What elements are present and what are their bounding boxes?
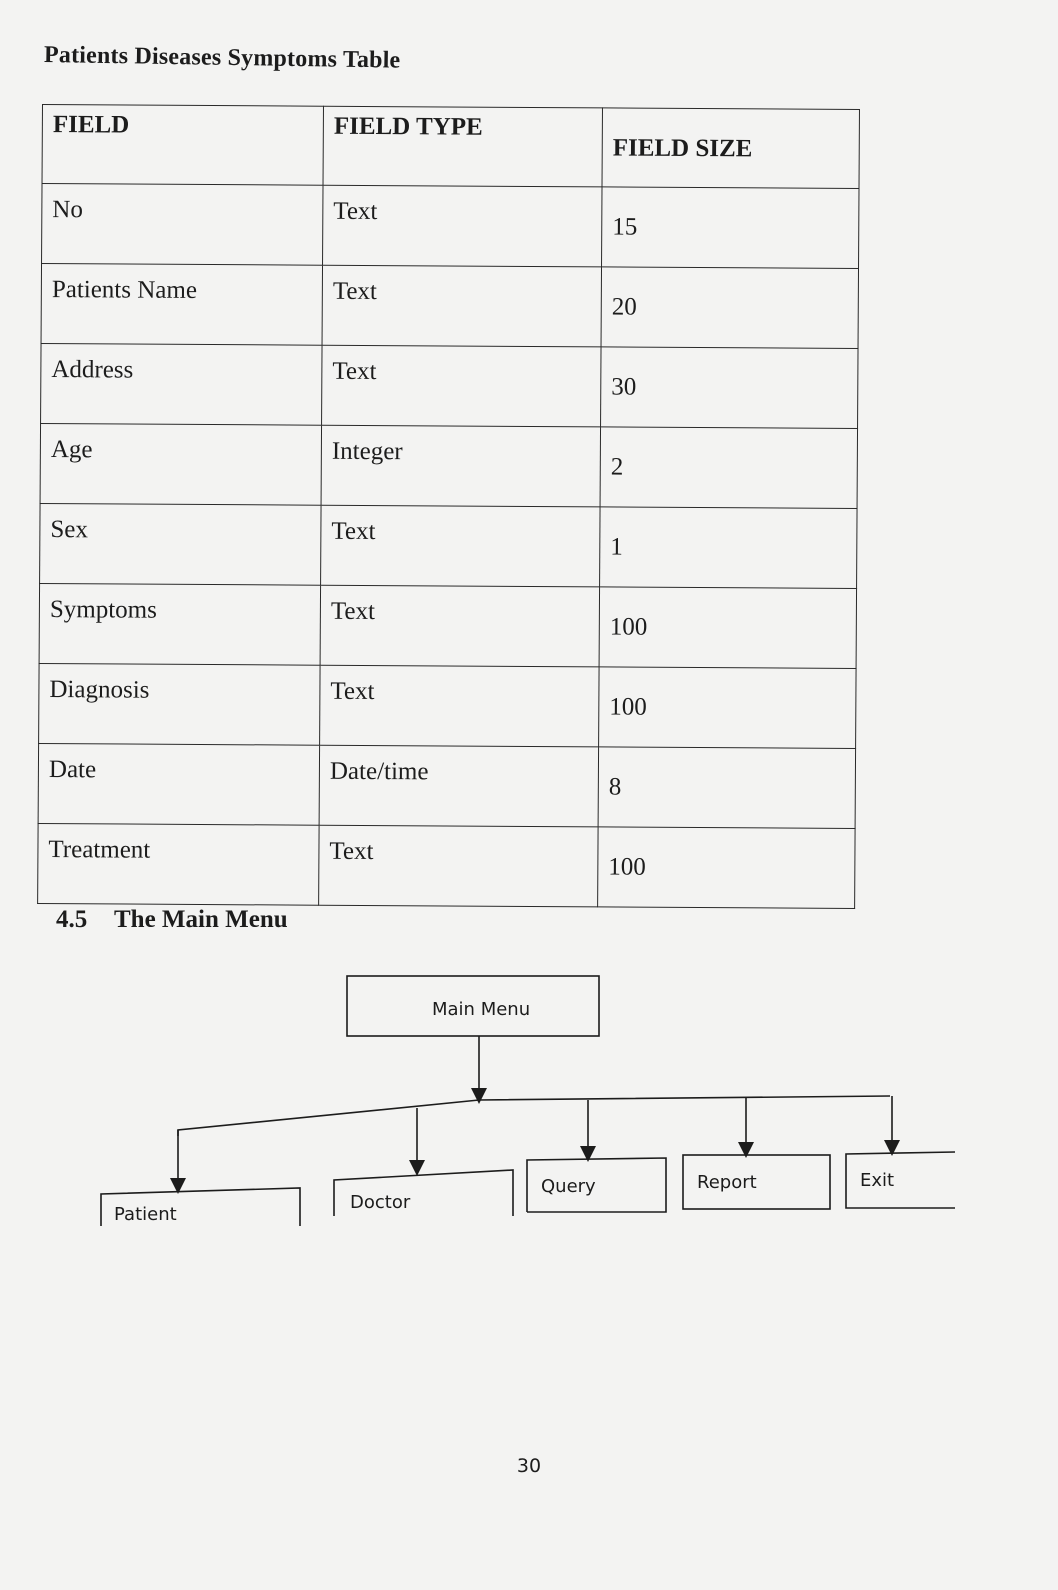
field-size-cell: 100 (599, 587, 856, 669)
section-heading (56, 906, 288, 934)
menu-item-exit: Exit (860, 1170, 895, 1191)
table-row (39, 663, 856, 748)
field-size-cell: 20 (601, 267, 858, 349)
field-type-cell: Text (320, 585, 599, 667)
field-name-cell: No (42, 184, 323, 266)
table-row (41, 343, 858, 428)
header-field: FIELD (42, 105, 323, 186)
header-field-size: FIELD SIZE (602, 108, 859, 189)
menu-root-label: Main Menu (432, 999, 531, 1020)
table-title: Patients Diseases Symptoms Table (43, 42, 401, 74)
table-row (41, 264, 858, 349)
section-number: 4.5 (56, 906, 88, 933)
table-row (40, 423, 857, 508)
menu-bus-line (178, 1096, 890, 1136)
menu-item-patient: Patient (114, 1204, 177, 1225)
header-field-type: FIELD TYPE (323, 106, 602, 187)
field-name-cell: Address (41, 343, 322, 425)
field-size-cell: 100 (598, 827, 855, 909)
menu-item-query: Query (541, 1176, 596, 1197)
field-type-cell: Date/time (319, 745, 598, 827)
field-size-cell: 8 (598, 747, 855, 829)
table-row (42, 184, 859, 269)
field-name-cell: Symptoms (39, 583, 320, 665)
table-row (38, 823, 855, 908)
table-row (38, 743, 855, 828)
field-name-cell: Treatment (38, 823, 319, 905)
field-name-cell: Diagnosis (39, 663, 320, 745)
main-menu-diagram (0, 960, 1058, 1240)
field-size-cell: 1 (600, 507, 857, 589)
field-type-cell: Integer (321, 425, 600, 507)
field-type-cell: Text (323, 185, 602, 267)
field-name-cell: Patients Name (41, 264, 322, 346)
table-header-row (42, 105, 859, 189)
field-type-cell: Text (319, 825, 598, 907)
field-name-cell: Age (40, 423, 321, 505)
field-type-cell: Text (322, 265, 601, 347)
field-type-cell: Text (320, 665, 599, 747)
section-title: The Main Menu (114, 906, 288, 933)
table-row (39, 583, 856, 668)
field-type-cell: Text (321, 505, 600, 587)
page-number: 30 (516, 1455, 542, 1477)
field-name-cell: Sex (40, 503, 321, 585)
menu-item-doctor: Doctor (350, 1192, 411, 1213)
field-type-cell: Text (322, 345, 601, 427)
field-size-cell: 15 (602, 187, 859, 269)
table-row (40, 503, 857, 588)
field-size-cell: 30 (601, 347, 858, 429)
field-size-cell: 2 (600, 427, 857, 509)
fields-table (37, 104, 860, 909)
field-size-cell: 100 (599, 667, 856, 749)
menu-item-report: Report (697, 1172, 757, 1193)
field-name-cell: Date (38, 743, 319, 825)
